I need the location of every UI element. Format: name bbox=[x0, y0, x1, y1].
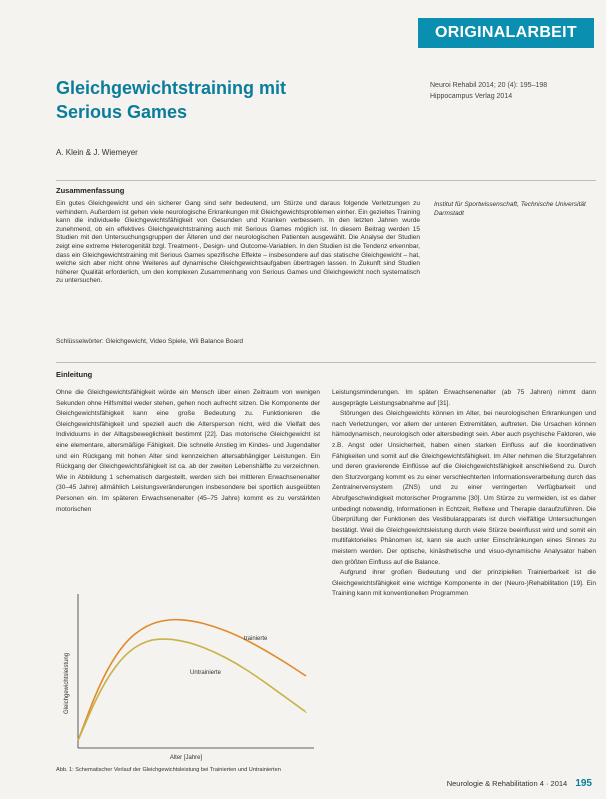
figure-caption: Abb. 1: Schematischer Verlauf der Gleichgewichtsleistung bei Trainierten und Untrainierten bbox=[56, 767, 281, 773]
journal-citation bbox=[430, 80, 600, 102]
journal-citation-line: Neuroi Rehabil 2014; 20 (4): 195–198 bbox=[430, 82, 548, 89]
keywords: Schlüsselwörter: Gleichgewicht, Video Spiele, Wii Balance Board bbox=[56, 338, 244, 345]
section-banner: ORIGINALARBEIT bbox=[418, 18, 594, 48]
footer-journal: Neurologie & Rehabilitation 4 · 2014 bbox=[446, 779, 568, 788]
journal-publisher-line: Hippocampus Verlag 2014 bbox=[430, 93, 513, 100]
divider bbox=[56, 362, 596, 363]
authors: A. Klein & J. Wiemeyer bbox=[56, 148, 138, 157]
paragraph: Leistungsminderungen. Im späten Erwachsenenalter (ab 75 Jahren) nimmt dann ausgeprägte Leistungsabnahme auf [31]. bbox=[332, 389, 596, 407]
paragraph: Ohne die Gleichgewichtsfähigkeit würde ein Mensch über einen Zeitraum von wenigen Sekunden ohne Hilfsmittel weder stehen, gehen noch aufrecht sitzen. Die Komponente der Gleichgewichtsfähigkeit kann eine große Bedeutung zu. Funktionieren die Gleichgewichtsfähigkeit und speziell auch die Altersperson nicht, wird die Vielfalt des Individuums in der Alltagsbeweglichkeit bestimmt [22]. Das motorische Gleichgewicht ist eine elementare, altersmäßige Fähigkeit. Die schnelle Anstieg im Kindes- und Jugendalter und ein Rückgang mit hohen Alter sind kennzeichen altersabhängiger Leistungen. Ein Rückgang der Gleichgewichtsfähigkeit ist ca. ab der zweiten Lebenshälfte zu verzeichnen. Wie in Abbildung 1 schematisch dargestellt, werden sich bei mittleren Erwachsenenalter (30–45 Jahre) allmählich Leistungsveränderungen insbesondere bei sportlich ausgeübten Personen ein. Im späteren Erwachsenenalter (45–75 Jahre) kommt es zu verstärkten motorischen bbox=[56, 389, 320, 513]
article-title bbox=[56, 76, 376, 124]
y-axis-label: Gleichgewichtsleistung bbox=[64, 652, 70, 714]
figure-balance-chart bbox=[56, 584, 322, 764]
intro-heading: Einleitung bbox=[56, 370, 93, 379]
paragraph: Aufgrund ihrer großen Bedeutung und der prinzipiellen Trainierbarkeit ist die Gleichgewichtsfähigkeit eine wichtige Komponente in der (Neuro-)Rehabilitation [19]. Ein Training kann mit konventionellen Programmen bbox=[332, 569, 596, 598]
series-line-trainierte bbox=[78, 620, 306, 741]
series-label-trainierte: trainierte bbox=[244, 636, 268, 642]
abstract-text: Ein gutes Gleichgewicht und ein sicherer Gang sind sehr bedeutend, um Stürze und daraus folgende Verletzungen zu verhindern. Außerdem ist gehen viele neurologische Erkrankungen mit Gleichgewichtsproblemen einher. Ein gezieltes Training kann die individuelle Gleichgewichtsfähigkeit von Gesunden und Kranken verbessern. In den letzten Jahren wurde zunehmend, ob ein effektives Gleichgewichtstraining auch mit Serious Games möglich ist. In diesem Beitrag werden 15 Studien mit den Untersuchungsgruppen der Älteren und der neurologischen Patienten ausgewählt. Die Analyse der Studien zeigt eine extreme Heterogenität bzgl. Treatment-, Design- und Outcome-Variablen. In den Studien ist die Tendenz erkennbar, dass ein Gleichgewichtstraining mit Serious Games spezifische Effekte – insbesondere auf das statische Gleichgewicht – hat, welche sich aber nicht ohne Weiteres auf dynamische Gleichgewichtsaufgaben übertragen lassen. In Zukunft sind Studien höherer Qualität erforderlich, um den komplexen Zusammenhang von Serious Games und Gleichgewicht noch systematisch zu untersuchen. bbox=[56, 200, 420, 285]
column-right bbox=[332, 388, 596, 768]
abstract-heading: Zusammenfassung bbox=[56, 186, 125, 195]
paragraph: Störungen des Gleichgewichts können im Alter, bei neurologischen Erkrankungen und nach Verletzungen, vor allem der unteren Extremitäten, auftreten. Die Ursachen können hämodynamisch, neurologisch oder altersbedingt sein. Aber auch psychische Faktoren, wie z.B. Angst oder Unsicherheit, haben einen starken Einfluss auf die koordinativen Fähigkeiten und somit auf die Gleichgewichtsfähigkeit. Im Alter nehmen die Sturzgefahren und deren gravierende Einflüsse auf die Gleichgewichtsfähigkeit anschließend zu. Durch den Sturzvorgang kommt es zu einer verschlechterten Informationsverarbeitung durch das Zentralnervensystem (ZNS) und zu einer verringerten Verfügbarkeit und Abrufgeschwindigkeit motorischer Programme [30]. Um Stürze zu vermeiden, ist es daher unbedingt notwendig, Informationen in Echtzeit, Reflexe und Therapie daraufzuführen. Die Überprüfung der Funktionen des Vestibularapparats ist durch vielfältige Untersuchungen bestätigt. Weil die Gleichgewichtsleistung durch viele Stürze beeinflusst wird und somit ein multifaktorielles Phänomen ist, kann sie auch unter Einschränkungen eines Sinnes zu meistern werden. Der optische, kinästhetische und visuo-dynamische Analysator haben den größten Einfluss auf die Balance. bbox=[332, 410, 596, 566]
title-line-2: Serious Games bbox=[56, 102, 188, 122]
x-axis-label: Alter [Jahre] bbox=[169, 755, 203, 761]
column-left bbox=[56, 388, 320, 582]
title-line-1: Gleichgewichtstraining mit bbox=[56, 78, 287, 98]
page-footer bbox=[447, 778, 592, 789]
page-number: 195 bbox=[575, 778, 592, 789]
divider bbox=[56, 180, 596, 181]
series-label-untrainierte: Untrainierte bbox=[190, 670, 222, 676]
affiliation: Institut für Sportwissenschaft, Technische Universität Darmstadt bbox=[434, 201, 586, 217]
